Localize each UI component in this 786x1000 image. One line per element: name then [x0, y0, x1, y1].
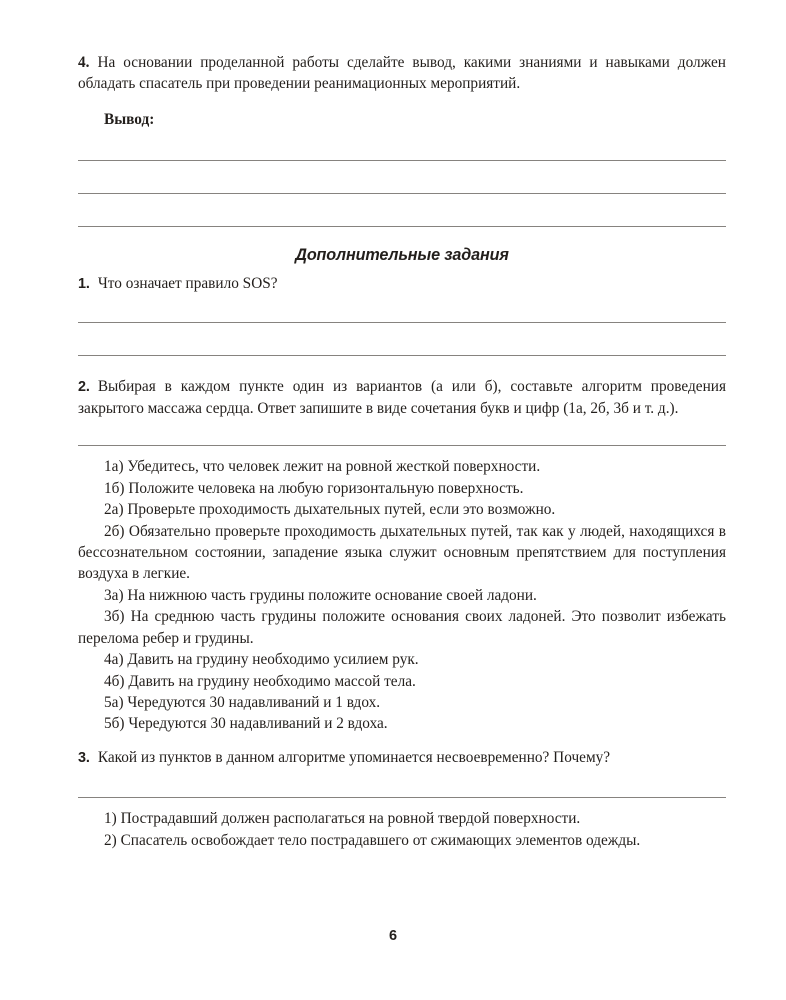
spacer — [78, 296, 726, 322]
section-heading: Дополнительные задания — [295, 246, 509, 265]
spacer — [78, 446, 726, 456]
list-item: 2а) Проверьте проходимость дыхательных путей, если это возможно. — [104, 501, 556, 519]
list-item: 4б) Давить на грудину необходимо массой тела. — [104, 672, 416, 690]
page-number: 6 — [388, 928, 398, 944]
task-2-text: Выбирая в каждом пункте один из вариантов (а или б), составьте алгоритм проведения закрытого массажа сердца. Ответ запишите в виде сочетания букв и цифр (1а, 2б, 3б и т. д.). — [78, 377, 726, 418]
task-4-question — [78, 52, 726, 95]
spacer — [78, 356, 726, 376]
task-3-list — [78, 808, 726, 851]
task-1-marker: 1. — [78, 276, 90, 293]
spacer — [78, 798, 726, 808]
spacer — [78, 735, 726, 747]
list-item: 2) Спасатель освобождает тело пострадавшего от сжимающих элементов одежды. — [104, 831, 641, 849]
list-item: 5б) Чередуются 30 надавливаний и 2 вдоха. — [104, 715, 388, 733]
spacer — [78, 323, 726, 355]
list-item: 5а) Чередуются 30 надавливаний и 1 вдох. — [104, 693, 381, 711]
task-1-text: Что означает правило SOS? — [97, 275, 278, 293]
task-3-text: Какой из пунктов в данном алгоритме упоминается несвоевременно? Почему? — [97, 748, 611, 766]
spacer — [78, 194, 726, 226]
spacer — [78, 161, 726, 193]
task-2-question — [78, 376, 726, 420]
spacer — [78, 95, 726, 109]
list-item: 3а) На нижнюю часть грудины положите основание своей ладони. — [104, 586, 537, 604]
conclusion-label: Вывод: — [104, 110, 155, 128]
spacer — [78, 130, 726, 160]
task-3-question — [78, 747, 726, 769]
task-4-text: На основании проделанной работы сделайте вывод, какими знаниями и навыками должен обладать спасатель при проведении реанимационных мероприятий. — [78, 54, 726, 93]
list-item: 3б) На среднюю часть грудины положите основания своих ладоней. Это позволит избежать перелома ребер и грудины. — [78, 608, 726, 647]
task-2-marker: 2. — [78, 378, 90, 395]
list-item: 1б) Положите человека на любую горизонтальную поверхность. — [104, 479, 524, 497]
algorithm-list — [78, 456, 726, 734]
list-item: 4а) Давить на грудину необходимо усилием рук. — [104, 651, 419, 669]
list-item: 2б) Обязательно проверьте проходимость дыхательных путей, так как у людей, находящихся в бессознательном состоянии, западение языка служит основным препятствием для поступления воздуха в легкие. — [78, 522, 726, 583]
list-item: 1а) Убедитесь, что человек лежит на ровной жесткой поверхности. — [104, 458, 541, 476]
spacer — [78, 227, 726, 245]
page-content — [78, 52, 726, 851]
task-3-marker: 3. — [78, 749, 90, 766]
spacer — [78, 419, 726, 445]
spacer — [78, 265, 726, 273]
list-item: 1) Пострадавший должен располагаться на ровной твердой поверхности. — [104, 810, 581, 828]
task-1-question — [78, 273, 726, 295]
task-4-marker: 4. — [78, 54, 90, 71]
spacer — [78, 769, 726, 797]
